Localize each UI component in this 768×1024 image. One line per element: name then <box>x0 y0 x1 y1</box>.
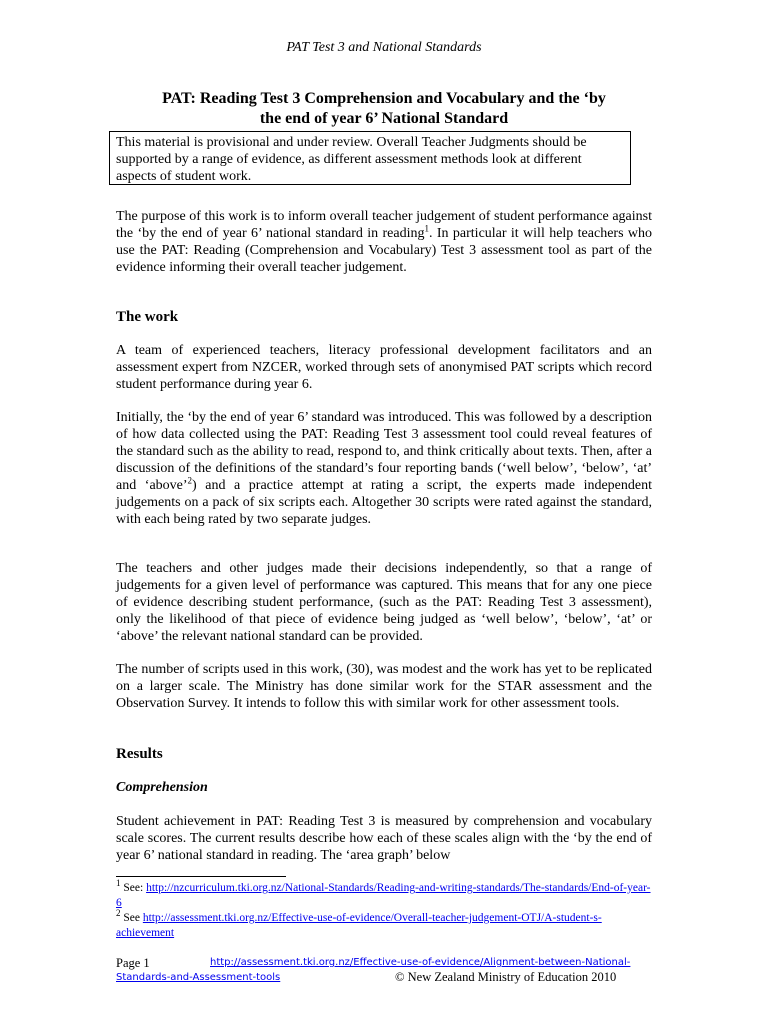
work-paragraph-2-text: Initially, the ‘by the end of year 6’ standard was introduced. This was followed by a description of how data collected using the PAT: Reading Test 3 assessment tool could reveal features of the standard such as the ability to read, respond to, and think critically about texts. Then, after a discussion of the definitions of the standard’s four reporting bands (‘well below’, ‘below’, ‘at’ and ‘above’ <box>116 410 652 493</box>
footnote-2-link[interactable]: http://assessment.tki.org.nz/Effective-use-of-evidence/Overall-teacher-judgement-OTJ/A-student-s-achievement <box>116 912 602 939</box>
footnote-ref-1[interactable]: 1 <box>424 223 430 234</box>
intro-text: The purpose of this work is to inform overall teacher judgement of student performance against the ‘by the end of year 6’ national standard in reading <box>116 209 652 241</box>
footnote-1 <box>116 878 652 911</box>
footnote-1-mark: 1 <box>116 878 121 889</box>
footnote-2-mark: 2 <box>116 908 121 919</box>
intro-paragraph <box>116 208 652 276</box>
footer-link-line-1[interactable]: http://assessment.tki.org.nz/Effective-use-of-evidence/Alignment-between-National- <box>210 957 631 968</box>
footnote-1-prefix: See: <box>120 882 147 894</box>
footnote-2-prefix: See <box>120 912 143 924</box>
document-title <box>116 89 652 129</box>
title-line-2: the end of year 6’ National Standard <box>259 110 509 127</box>
footnote-separator <box>116 876 286 877</box>
footnote-2 <box>116 908 652 941</box>
provisional-notice-box: This material is provisional and under review. Overall Teacher Judgments should be supported by a range of evidence, as different assessment methods look at different aspects of student work. <box>109 131 631 185</box>
results-paragraph-1: Student achievement in PAT: Reading Test 3 is measured by comprehension and vocabulary scale scores. The current results describe how each of these scales align with the ‘by the end of year 6’ national standard in reading. The ‘area graph’ below <box>116 814 652 863</box>
work-paragraph-2-continued: ) and a practice attempt at rating a script, the experts made independent judgements on a pack of six scripts each. Altogether 30 scripts were rated against the standard, with each being rated by two separate judges. <box>116 478 652 527</box>
work-paragraph-1: A team of experienced teachers, literacy professional development facilitators and an assessment expert from NZCER, worked through sets of anonymised PAT scripts which record student performance during year 6. <box>116 343 652 392</box>
intro-text-continued: . In particular it will help teachers who use the PAT: Reading (Comprehension and Vocabulary) Test 3 assessment tool as part of the evidence informing their overall teacher judgement. <box>116 226 652 275</box>
work-paragraph-2 <box>116 409 652 528</box>
section-heading-the-work: The work <box>116 309 179 325</box>
work-paragraph-3: The teachers and other judges made their decisions independently, so that a range of judgements for a given level of performance was captured. This means that for any one piece of evidence describing student performance, (such as the PAT: Reading Test 3 assessment), only the likelihood of that piece of evidence being judged as ‘well below’, ‘below’, ‘at’ or ‘above’ the relevant national standard can be provided. <box>116 561 652 644</box>
running-header: PAT Test 3 and National Standards <box>286 40 482 55</box>
copyright-notice: © New Zealand Ministry of Education 2010 <box>395 970 617 984</box>
footnote-ref-2[interactable]: 2 <box>187 475 193 486</box>
footnote-1-link[interactable]: http://nzcurriculum.tki.org.nz/National-Standards/Reading-and-writing-standards/The-standards/End-of-year-6 <box>116 882 651 909</box>
subheading-comprehension: Comprehension <box>116 780 208 795</box>
title-line-1: PAT: Reading Test 3 Comprehension and Vocabulary and the ‘by <box>162 90 606 107</box>
section-heading-results: Results <box>116 746 163 762</box>
page-number: Page 1 <box>116 956 150 970</box>
work-paragraph-4: The number of scripts used in this work, (30), was modest and the work has yet to be replicated on a larger scale. The Ministry has done similar work for the STAR assessment and the Observation Survey. It intends to follow this with similar work for other assessment tools. <box>116 662 652 711</box>
footer-link-line-2[interactable]: Standards-and-Assessment-tools <box>116 972 281 983</box>
